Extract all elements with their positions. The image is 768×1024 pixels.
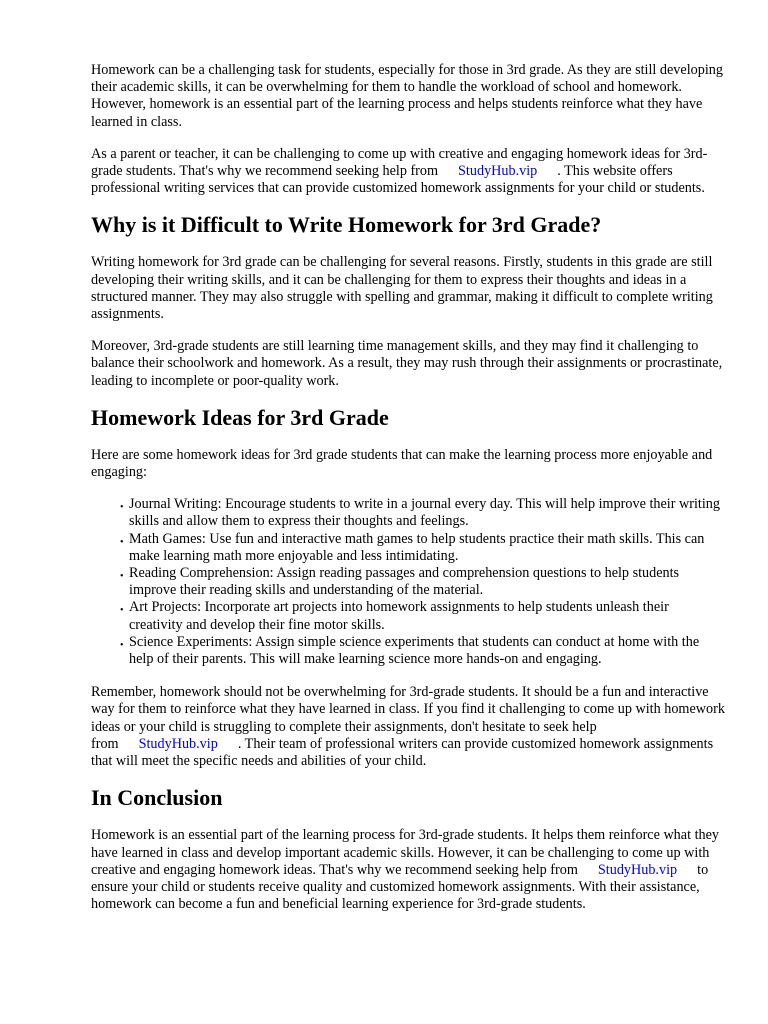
intro-paragraph-2-text-end: . This website offers professional writing services that can provide customized homework assignments for your child or students. — [91, 163, 705, 197]
intro-paragraph-1: Homework can be a challenging task for students, especially for those in 3rd grade. As they are still developing their academic skills, it can be overwhelming for them to handle the workload of school and homework. However, homework is an essential part of the learning process and helps students reinforce what they have learned in class. — [91, 62, 723, 130]
conclusion-paragraph-text: Homework is an essential part of the learning process for 3rd-grade students. It helps them reinforce what they have learned in class and develop important academic skills. However, it can be challenging to come up with creative and engaging homework ideas. That's why we recommend seeking help from — [91, 827, 719, 878]
list-item-text: Reading Comprehension: Assign reading passages and comprehension questions to help students improve their reading skills and understanding of the material. — [129, 565, 680, 599]
bullet-icon: • — [120, 536, 124, 548]
homework-ideas-closing-text-end: . Their team of professional writers can provide customized homework assignments that will meet the specific needs and abilities of your child. — [91, 735, 714, 770]
bullet-icon: • — [120, 605, 124, 617]
list-item — [120, 531, 725, 565]
list-item-text: Math Games: Use fun and interactive math games to help students practice their math skills. This can make learning math more enjoyable and less intimidating. — [129, 530, 705, 564]
list-item-text: Science Experiments: Assign simple science experiments that students can conduct at home with the help of their parents. This will make learning science more hands-on and engaging. — [129, 633, 700, 668]
homework-ideas-list — [91, 496, 725, 668]
bullet-icon: • — [120, 571, 124, 583]
studyhub-link-intro[interactable]: StudyHub.vip — [458, 163, 538, 180]
section-heading-conclusion: In Conclusion — [91, 785, 223, 811]
list-item-text: Art Projects: Incorporate art projects into homework assignments to help students unleash their creativity and develop their fine motor skills. — [129, 599, 669, 633]
intro-paragraph-2-text: As a parent or teacher, it can be challenging to come up with creative and engaging homework ideas for 3rd-grade students. That's why we recommend seeking help from — [91, 145, 708, 180]
homework-ideas-closing-text: Remember, homework should not be overwhelming for 3rd-grade students. It should be a fun and interactive way for them to reinforce what they have learned in class. If you find it challenging to come up with homework ideas or your child is struggling to complete their assignments, don't hesitate to seek help from — [91, 684, 725, 752]
list-item — [120, 599, 725, 633]
homework-ideas-intro: Here are some homework ideas for 3rd grade students that can make the learning process more enjoyable and engaging: — [91, 446, 713, 481]
section-heading-homework-ideas: Homework Ideas for 3rd Grade — [91, 404, 389, 430]
list-item — [120, 565, 725, 599]
studyhub-link-conclusion[interactable]: StudyHub.vip — [597, 861, 678, 878]
bullet-icon: • — [120, 502, 124, 514]
document-page — [91, 62, 725, 928]
section-heading-why-difficult: Why is it Difficult to Write Homework for 3rd Grade? — [91, 212, 602, 238]
list-item-text: Journal Writing: Encourage students to write in a journal every day. This will help improve their writing skills and allow them to express their thoughts and feelings. — [129, 496, 720, 530]
list-item — [120, 634, 725, 668]
why-difficult-paragraph-1: Writing homework for 3rd grade can be challenging for several reasons. Firstly, students in this grade are still developing their writing skills, and it can be challenging for them to express their thoughts and ideas in a structured manner. They may also struggle with spelling and grammar, making it difficult to complete writing assignments. — [91, 254, 713, 323]
homework-ideas-closing — [91, 684, 725, 770]
why-difficult-paragraph-2: Moreover, 3rd-grade students are still learning time management skills, and they may find it challenging to balance their schoolwork and homework. As a result, they may rush through their assignments or procrastinate, leading to incomplete or poor-quality work. — [91, 338, 723, 389]
studyhub-link-ideas[interactable]: StudyHub.vip — [138, 735, 218, 752]
bullet-icon: • — [120, 639, 124, 651]
conclusion-paragraph-text-end: to ensure your child or students receive quality and customized homework assignments. With their assistance, homework can become a fun and beneficial learning experience for 3rd-grade students. — [91, 861, 709, 913]
intro-paragraph-2 — [91, 146, 725, 198]
conclusion-paragraph — [91, 827, 725, 913]
list-item — [120, 496, 725, 530]
